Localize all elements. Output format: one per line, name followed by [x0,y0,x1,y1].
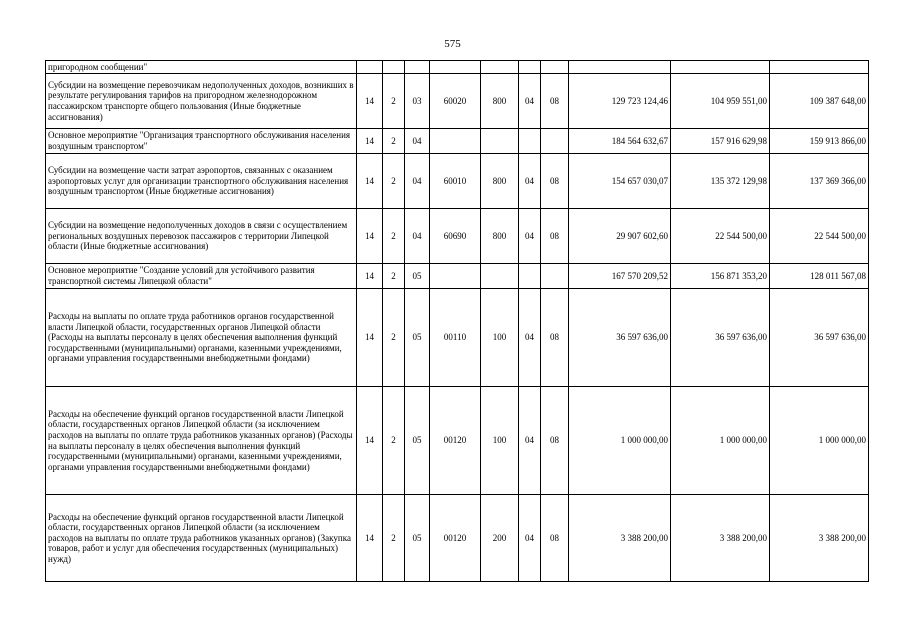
cell-code-5 [481,61,519,74]
cell-amount-2: 36 597 636,00 [671,289,770,387]
cell-amount-3: 128 011 567,08 [770,264,869,289]
table-row [46,74,869,129]
cell-code-2: 2 [383,74,405,129]
table-row [46,61,869,74]
cell-code-3: 05 [405,495,430,582]
cell-code-6: 04 [519,209,541,264]
cell-code-2: 2 [383,495,405,582]
cell-code-5: 100 [481,289,519,387]
cell-code-6: 04 [519,289,541,387]
cell-amount-1 [569,61,671,74]
table-row [46,154,869,209]
cell-code-1: 14 [357,74,383,129]
cell-code-5: 100 [481,387,519,495]
cell-amount-2: 135 372 129,98 [671,154,770,209]
cell-code-3: 05 [405,289,430,387]
table-row [46,387,869,495]
table-row [46,209,869,264]
cell-code-5: 800 [481,154,519,209]
cell-code-7: 08 [541,495,569,582]
cell-code-4: 00120 [430,387,481,495]
cell-amount-2: 1 000 000,00 [671,387,770,495]
page-number: 575 [444,38,461,50]
cell-code-3: 04 [405,129,430,154]
cell-code-1: 14 [357,154,383,209]
cell-code-2: 2 [383,154,405,209]
cell-amount-1: 184 564 632,67 [569,129,671,154]
cell-code-3: 05 [405,264,430,289]
cell-code-1: 14 [357,129,383,154]
cell-code-6: 04 [519,154,541,209]
cell-amount-2: 157 916 629,98 [671,129,770,154]
cell-code-2: 2 [383,264,405,289]
cell-code-4 [430,129,481,154]
cell-code-7: 08 [541,74,569,129]
cell-amount-3: 109 387 648,00 [770,74,869,129]
cell-code-6: 04 [519,387,541,495]
cell-code-7 [541,264,569,289]
cell-code-5: 200 [481,495,519,582]
row-name: Основное мероприятие "Организация транспортного обслуживания населения воздушным транспортом" [46,129,357,154]
cell-code-1: 14 [357,387,383,495]
cell-code-3: 03 [405,74,430,129]
cell-amount-2: 3 388 200,00 [671,495,770,582]
cell-amount-2: 156 871 353,20 [671,264,770,289]
cell-code-4 [430,264,481,289]
budget-table [45,60,869,582]
cell-code-1: 14 [357,209,383,264]
cell-code-6: 04 [519,74,541,129]
cell-amount-1: 167 570 209,52 [569,264,671,289]
cell-code-2 [383,61,405,74]
cell-code-3 [405,61,430,74]
cell-code-7: 08 [541,209,569,264]
cell-amount-1: 3 388 200,00 [569,495,671,582]
row-name: Субсидии на возмещение перевозчикам недополученных доходов, возникших в результате регулирования тарифов на пригородном железнодорожном пассажирском транспорте общего пользования (Иные бюджетные ассигнования) [46,74,357,129]
cell-code-2: 2 [383,129,405,154]
cell-amount-2: 104 959 551,00 [671,74,770,129]
cell-code-2: 2 [383,289,405,387]
cell-code-1: 14 [357,264,383,289]
cell-code-6 [519,129,541,154]
cell-amount-3: 22 544 500,00 [770,209,869,264]
cell-code-4: 60020 [430,74,481,129]
cell-amount-2: 22 544 500,00 [671,209,770,264]
cell-amount-2 [671,61,770,74]
row-name: Основное мероприятие "Создание условий для устойчивого развития транспортной системы Липецкой области" [46,264,357,289]
cell-code-5: 800 [481,74,519,129]
row-name: пригородном сообщении" [46,61,357,74]
cell-code-7: 08 [541,289,569,387]
cell-amount-1: 1 000 000,00 [569,387,671,495]
cell-code-7 [541,129,569,154]
cell-code-7: 08 [541,154,569,209]
table-row [46,289,869,387]
cell-code-3: 04 [405,209,430,264]
cell-amount-3 [770,61,869,74]
cell-amount-1: 129 723 124,46 [569,74,671,129]
cell-code-6: 04 [519,495,541,582]
cell-amount-3: 137 369 366,00 [770,154,869,209]
cell-code-1: 14 [357,289,383,387]
cell-code-6 [519,61,541,74]
cell-amount-1: 36 597 636,00 [569,289,671,387]
cell-code-1 [357,61,383,74]
table-row [46,264,869,289]
cell-code-4: 00120 [430,495,481,582]
table-row [46,495,869,582]
cell-code-4: 60010 [430,154,481,209]
cell-code-3: 05 [405,387,430,495]
row-name: Субсидии на возмещение недополученных доходов в связи с осуществлением региональных воздушных перевозок пассажиров с территории Липецкой области (Иные бюджетные ассигнования) [46,209,357,264]
cell-code-4 [430,61,481,74]
cell-code-4: 00110 [430,289,481,387]
cell-code-7 [541,61,569,74]
cell-code-2: 2 [383,387,405,495]
row-name: Расходы на обеспечение функций органов государственной власти Липецкой области, государственных органов Липецкой области (за исключением расходов на выплаты по оплате труда работников указанных органов) (Расходы на выплаты персоналу в целях обеспечения выполнения функций государственными (муниципальными) органами, казенными учреждениями, органами управления государственными внебюджетными фондами) [46,387,357,495]
cell-amount-3: 3 388 200,00 [770,495,869,582]
cell-amount-3: 36 597 636,00 [770,289,869,387]
cell-amount-1: 154 657 030,07 [569,154,671,209]
row-name: Расходы на обеспечение функций органов государственной власти Липецкой области, государственных органов Липецкой области (за исключением расходов на выплаты по оплате труда работников указанных органов) (Закупка товаров, работ и услуг для обеспечения государственных (муниципальных) нужд) [46,495,357,582]
row-name: Расходы на выплаты по оплате труда работников органов государственной власти Липецкой области, государственных органов Липецкой области (Расходы на выплаты персоналу в целях обеспечения выполнения функций государственными (муниципальными) органами, казенными учреждениями, органами управления государственными внебюджетными фондами) [46,289,357,387]
cell-code-5 [481,129,519,154]
cell-amount-1: 29 907 602,60 [569,209,671,264]
cell-code-5: 800 [481,209,519,264]
cell-amount-3: 1 000 000,00 [770,387,869,495]
cell-code-7: 08 [541,387,569,495]
cell-code-6 [519,264,541,289]
cell-code-2: 2 [383,209,405,264]
row-name: Субсидии на возмещение части затрат аэропортов, связанных с оказанием аэропортовых услуг для организации транспортного обслуживания населения воздушным транспортом (Иные бюджетные ассигнования) [46,154,357,209]
cell-code-3: 04 [405,154,430,209]
cell-code-4: 60690 [430,209,481,264]
table-row [46,129,869,154]
cell-code-1: 14 [357,495,383,582]
cell-code-5 [481,264,519,289]
cell-amount-3: 159 913 866,00 [770,129,869,154]
